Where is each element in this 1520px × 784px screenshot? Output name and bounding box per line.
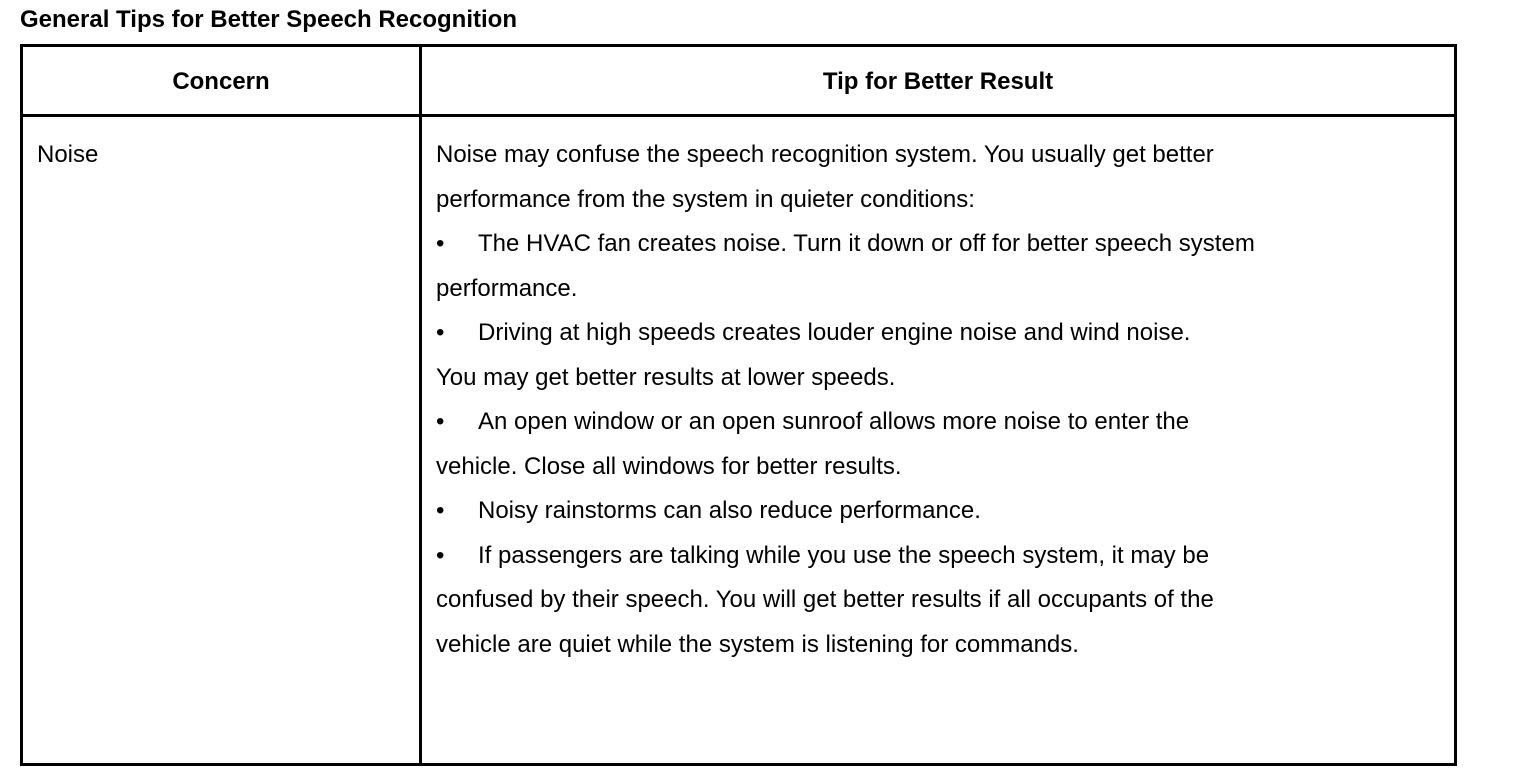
tip-bullet-line	[436, 489, 1436, 534]
tip-bullet-line	[436, 534, 1436, 579]
bullet-icon: •	[436, 408, 445, 435]
tip-line: Noise may confuse the speech recognition system. You usually get better	[436, 141, 1214, 168]
tip-bullet-line	[436, 311, 1436, 356]
tips-table	[20, 44, 1457, 766]
tip-bullet-text: The HVAC fan creates noise. Turn it down or off for better speech system	[478, 230, 1255, 257]
tip-cell	[436, 133, 1436, 667]
tip-line: performance.	[436, 274, 578, 302]
bullet-icon: •	[436, 497, 445, 524]
tip-line: vehicle are quiet while the system is listening for commands.	[436, 630, 1079, 658]
tip-bullet-text: An open window or an open sunroof allows more noise to enter the	[478, 408, 1190, 435]
tip-bullet-line	[436, 222, 1436, 267]
tip-line: confused by their speech. You will get better results if all occupants of the	[436, 586, 1214, 613]
tip-line: You may get better results at lower speeds.	[436, 363, 896, 391]
bullet-icon: •	[436, 319, 445, 346]
tip-bullet-text: Noisy rainstorms can also reduce performance.	[478, 497, 981, 524]
page-title: General Tips for Better Speech Recognition	[20, 6, 517, 33]
tip-bullet-text: If passengers are talking while you use the speech system, it may be	[478, 541, 1210, 569]
concern-cell: Noise	[37, 141, 99, 168]
table-header-row	[23, 47, 1454, 117]
tip-line: performance from the system in quieter conditions:	[436, 185, 975, 213]
tip-bullet-text: Driving at high speeds creates louder engine noise and wind noise.	[478, 319, 1191, 346]
tip-bullet-line	[436, 400, 1436, 445]
bullet-icon: •	[436, 541, 445, 569]
column-divider	[419, 47, 422, 763]
header-concern: Concern	[172, 68, 270, 95]
tip-line: vehicle. Close all windows for better results.	[436, 452, 902, 480]
bullet-icon: •	[436, 230, 445, 257]
header-tip: Tip for Better Result	[822, 68, 1054, 95]
